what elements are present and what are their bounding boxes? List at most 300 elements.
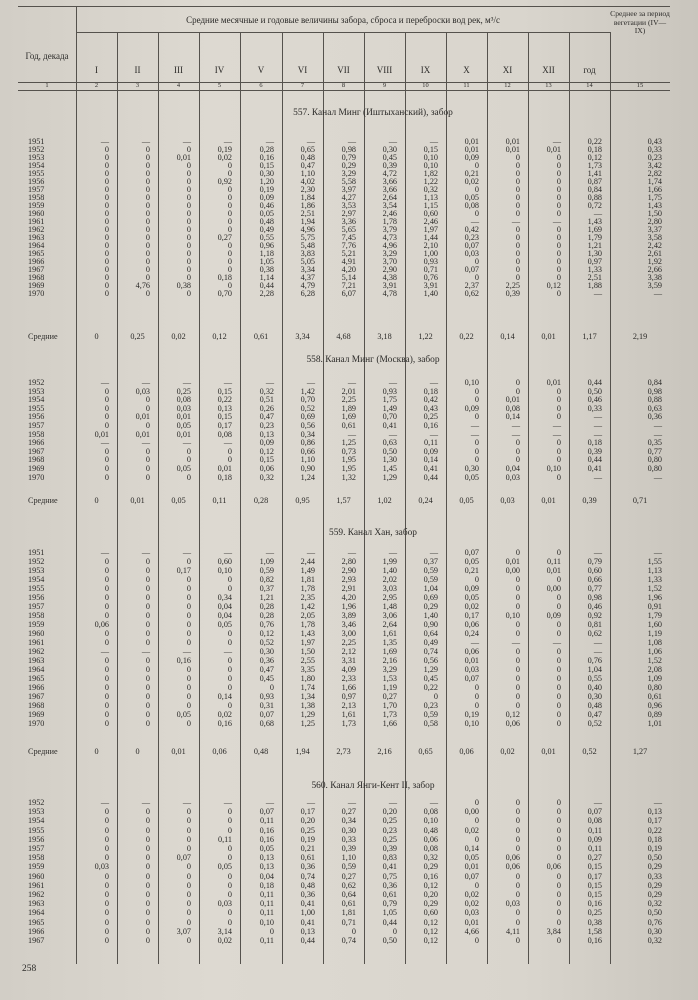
table-cell: 0: [145, 880, 150, 890]
table-cell: 0,59: [423, 710, 438, 719]
table-cell: 0: [186, 899, 191, 909]
column-number: 5: [217, 82, 222, 89]
table-cell: —: [141, 548, 150, 557]
table-cell: 0: [186, 185, 191, 194]
table-cell: —: [306, 137, 315, 146]
table-cell: 3,54: [382, 201, 397, 210]
table-cell: 0,44: [587, 378, 602, 387]
table-cell: 0,01: [464, 862, 479, 872]
year-label: 1962: [28, 647, 45, 656]
table-cell: 0,47: [259, 665, 274, 674]
table-cell: 0: [145, 899, 150, 909]
table-cell: 0,98: [647, 386, 662, 396]
year-label: 1968: [28, 455, 45, 465]
table-cell: 0: [556, 233, 561, 242]
table-cell: 0,13: [259, 429, 274, 439]
table-cell: 0,36: [300, 890, 315, 899]
table-cell: 0: [104, 719, 109, 728]
table-cell: 0,17: [217, 421, 232, 430]
column-number: 9: [382, 82, 387, 89]
table-cell: 0,87: [587, 177, 602, 186]
table-cell: 0: [556, 209, 561, 218]
table-cell: 5,48: [300, 241, 315, 250]
table-cell: 0,12: [587, 153, 602, 162]
table-cell: —: [141, 798, 150, 807]
table-cell: 0: [515, 378, 520, 387]
table-cell: 0: [556, 880, 561, 890]
table-cell: 0,44: [382, 917, 397, 927]
table-cell: 0,01: [505, 145, 520, 154]
table-cell: 0: [104, 557, 109, 566]
table-cell: 0: [104, 161, 109, 170]
table-cell: 0,32: [259, 472, 274, 482]
table-cell: 0: [227, 908, 232, 918]
table-cell: 0: [104, 177, 109, 186]
table-cell: 0: [104, 273, 109, 282]
table-cell: 0,07: [464, 265, 479, 274]
table-cell: 1,50: [300, 647, 315, 656]
table-cell: 0,27: [341, 807, 356, 817]
table-cell: 0: [186, 629, 191, 638]
table-cell: 0: [515, 701, 520, 710]
table-cell: 0: [145, 584, 150, 593]
table-cell: 0,16: [259, 825, 274, 835]
table-cell: 0: [104, 710, 109, 719]
table-cell: 0,29: [423, 602, 438, 611]
table-cell: —: [141, 647, 150, 656]
table-cell: 0: [104, 472, 109, 482]
table-cell: —: [182, 438, 191, 448]
table-cell: 0,05: [464, 193, 479, 202]
table-cell: 3,89: [341, 611, 356, 620]
table-cell: 0: [145, 153, 150, 162]
table-cell: 0: [186, 575, 191, 584]
table-cell: 1,08: [647, 638, 662, 647]
table-cell: 1,66: [341, 683, 356, 692]
average-cell: 0,02: [500, 747, 515, 756]
table-cell: 1,88: [587, 281, 602, 290]
table-cell: 0,80: [647, 464, 662, 473]
table-cell: 2,35: [300, 593, 315, 602]
table-cell: 0: [227, 584, 232, 593]
table-cell: —: [265, 137, 274, 146]
table-cell: 1,45: [382, 464, 397, 473]
table-cell: 0,30: [341, 825, 356, 835]
average-cell: 2,16: [377, 747, 392, 756]
table-cell: 3,34: [300, 265, 315, 274]
table-cell: —: [347, 137, 356, 146]
month-header: IV: [214, 65, 225, 75]
table-cell: 0: [145, 193, 150, 202]
average-cell: 0,02: [171, 332, 186, 341]
table-cell: 0,10: [464, 719, 479, 728]
table-cell: 0,33: [587, 403, 602, 413]
table-cell: 2,12: [341, 647, 356, 656]
table-cell: 0,16: [587, 899, 602, 909]
table-cell: 0: [145, 834, 150, 844]
table-cell: 0: [227, 455, 232, 465]
table-cell: 0,03: [94, 862, 109, 872]
table-cell: 0,79: [341, 153, 356, 162]
table-cell: —: [511, 638, 520, 647]
table-cell: —: [388, 137, 397, 146]
table-cell: 1,25: [300, 719, 315, 728]
table-cell: 0,30: [259, 647, 274, 656]
table-cell: 0,07: [259, 710, 274, 719]
table-cell: 0: [104, 834, 109, 844]
table-cell: 2,25: [505, 281, 520, 290]
table-cell: 0,19: [259, 185, 274, 194]
table-cell: 0: [145, 273, 150, 282]
table-cell: 0,03: [217, 899, 232, 909]
table-cell: 0,11: [587, 825, 602, 835]
table-cell: 0,16: [259, 834, 274, 844]
table-cell: 0: [515, 575, 520, 584]
table-cell: 0,18: [587, 438, 602, 448]
table-cell: 0,14: [423, 455, 438, 465]
table-cell: 0,39: [382, 844, 397, 853]
table-cell: 1,74: [647, 177, 662, 186]
table-cell: 0: [474, 412, 479, 422]
year-label: 1963: [28, 233, 45, 242]
table-cell: —: [429, 429, 438, 439]
table-cell: 0,50: [382, 936, 397, 945]
table-cell: —: [141, 378, 150, 387]
table-cell: 2,61: [647, 249, 662, 258]
table-cell: 0,39: [382, 161, 397, 170]
table-cell: 0,01: [135, 412, 150, 422]
table-cell: —: [653, 289, 662, 298]
table-cell: 0,81: [587, 620, 602, 629]
year-label: 1962: [28, 890, 45, 899]
table-cell: 0,27: [341, 871, 356, 881]
table-cell: 0: [145, 674, 150, 683]
table-cell: 0,22: [217, 395, 232, 405]
table-cell: 0: [145, 917, 150, 927]
table-cell: 0,00: [546, 584, 561, 593]
year-label: 1957: [28, 602, 45, 611]
table-cell: 0,27: [382, 692, 397, 701]
table-cell: 0,23: [647, 153, 662, 162]
table-cell: 0,20: [423, 890, 438, 899]
table-cell: 1,89: [341, 403, 356, 413]
table-cell: —: [593, 412, 602, 422]
table-cell: 0,34: [341, 816, 356, 826]
year-label: 1958: [28, 611, 45, 620]
year-label: 1958: [28, 193, 45, 202]
table-cell: 2,93: [341, 575, 356, 584]
table-cell: 0: [515, 153, 520, 162]
table-cell: 0,16: [423, 871, 438, 881]
table-cell: 0,29: [423, 899, 438, 909]
table-cell: 0,83: [382, 853, 397, 863]
table-cell: 0,47: [300, 161, 315, 170]
year-label: 1960: [28, 871, 45, 881]
table-cell: 0: [145, 472, 150, 482]
average-cell: 0,12: [212, 332, 227, 341]
average-label: Средние: [28, 747, 58, 756]
table-cell: 0,50: [382, 446, 397, 456]
table-cell: 3,37: [647, 225, 662, 234]
table-cell: 0: [104, 446, 109, 456]
table-cell: 0: [104, 395, 109, 405]
table-cell: 0,16: [217, 719, 232, 728]
table-cell: 1,80: [300, 674, 315, 683]
table-cell: 0: [104, 412, 109, 422]
average-cell: 0,11: [212, 496, 227, 505]
table-cell: —: [265, 798, 274, 807]
table-cell: 0,32: [423, 185, 438, 194]
table-cell: 0,11: [259, 899, 274, 909]
table-cell: 0,33: [341, 834, 356, 844]
table-cell: 0: [474, 692, 479, 701]
table-cell: 0: [556, 472, 561, 482]
table-cell: 4,72: [382, 169, 397, 178]
table-cell: 0,02: [464, 602, 479, 611]
table-cell: 0: [145, 575, 150, 584]
table-cell: 0,97: [587, 257, 602, 266]
table-cell: 2,95: [382, 593, 397, 602]
table-cell: 0: [186, 177, 191, 186]
table-cell: 0,05: [217, 862, 232, 872]
average-cell: 0,01: [541, 747, 556, 756]
table-cell: —: [223, 137, 232, 146]
table-cell: 0,05: [176, 464, 191, 473]
table-cell: 1,05: [382, 908, 397, 918]
table-cell: 0: [227, 225, 232, 234]
table-cell: 0: [556, 825, 561, 835]
table-cell: —: [593, 289, 602, 298]
table-cell: 0,02: [217, 710, 232, 719]
table-cell: 0: [104, 386, 109, 396]
average-cell: 0,95: [295, 496, 310, 505]
section-title: 559. Канал Хан, забор: [329, 528, 417, 538]
table-cell: 2,82: [647, 169, 662, 178]
table-cell: 0: [186, 871, 191, 881]
average-cell: 0,25: [130, 332, 145, 341]
table-cell: 0: [556, 153, 561, 162]
table-cell: 0,41: [382, 862, 397, 872]
table-cell: 0,46: [259, 201, 274, 210]
table-cell: 0: [227, 638, 232, 647]
table-cell: 0: [104, 217, 109, 226]
table-cell: 3,66: [382, 185, 397, 194]
table-cell: 0,92: [587, 611, 602, 620]
table-cell: 0: [145, 161, 150, 170]
table-cell: 0,89: [647, 710, 662, 719]
average-cell: 0,01: [171, 747, 186, 756]
table-cell: 0,11: [259, 890, 274, 899]
table-cell: 0: [186, 844, 191, 853]
table-cell: 0: [515, 908, 520, 918]
table-cell: 0: [515, 225, 520, 234]
table-cell: 1,43: [587, 217, 602, 226]
table-cell: 0,10: [423, 153, 438, 162]
table-cell: 1,38: [300, 701, 315, 710]
table-cell: 0: [556, 265, 561, 274]
table-cell: 5,21: [341, 249, 356, 258]
table-cell: 0: [145, 620, 150, 629]
table-cell: 0,07: [587, 807, 602, 817]
table-cell: 0: [145, 177, 150, 186]
table-cell: 3,42: [647, 161, 662, 170]
table-cell: —: [265, 378, 274, 387]
table-cell: 0: [145, 421, 150, 430]
table-cell: 3,83: [300, 249, 315, 258]
year-label: 1964: [28, 908, 45, 918]
table-cell: 0: [474, 161, 479, 170]
column-number: 3: [135, 82, 140, 89]
table-cell: 0: [556, 412, 561, 422]
average-cell: 1,22: [418, 332, 433, 341]
table-cell: 0,28: [259, 602, 274, 611]
table-cell: 1,41: [587, 169, 602, 178]
table-cell: 0,17: [300, 807, 315, 817]
table-cell: 0,22: [423, 683, 438, 692]
table-cell: 0: [145, 217, 150, 226]
table-cell: 0,32: [259, 386, 274, 396]
table-cell: 0,06: [259, 464, 274, 473]
table-cell: 0,32: [423, 853, 438, 863]
table-cell: 4,76: [135, 281, 150, 290]
year-label: 1960: [28, 629, 45, 638]
table-cell: 0: [515, 265, 520, 274]
table-cell: 0,26: [259, 403, 274, 413]
table-cell: 0: [104, 584, 109, 593]
table-cell: 0,18: [217, 472, 232, 482]
table-cell: 0: [186, 241, 191, 250]
table-cell: 0: [145, 241, 150, 250]
table-cell: 1,55: [647, 557, 662, 566]
table-cell: 0: [474, 683, 479, 692]
table-cell: 0,07: [464, 871, 479, 881]
table-cell: 0: [186, 602, 191, 611]
table-cell: 0: [145, 853, 150, 863]
table-cell: 0,02: [217, 936, 232, 945]
table-cell: 0,48: [259, 217, 274, 226]
table-cell: 0: [556, 446, 561, 456]
table-cell: 2,33: [341, 674, 356, 683]
month-header: V: [257, 65, 265, 75]
table-cell: 0,42: [423, 395, 438, 405]
table-cell: 1,04: [587, 665, 602, 674]
table-cell: 0: [227, 880, 232, 890]
table-cell: 0,19: [464, 710, 479, 719]
average-cell: 0: [94, 747, 99, 756]
year-label: 1957: [28, 844, 45, 853]
table-cell: 0,62: [464, 289, 479, 298]
table-cell: 0: [227, 807, 232, 817]
table-cell: 1,50: [647, 209, 662, 218]
table-top-rule: [18, 6, 670, 7]
table-cell: 0,17: [587, 871, 602, 881]
year-label: 1953: [28, 153, 45, 162]
year-label: 1952: [28, 557, 45, 566]
table-cell: 0,71: [341, 917, 356, 927]
table-cell: 0,77: [647, 446, 662, 456]
table-cell: 0,71: [423, 265, 438, 274]
table-cell: 0: [556, 593, 561, 602]
table-cell: 0,32: [647, 899, 662, 909]
table-cell: 0,01: [94, 429, 109, 439]
table-cell: 0,21: [300, 844, 315, 853]
table-cell: 1,79: [587, 233, 602, 242]
table-cell: 0: [186, 862, 191, 872]
table-cell: —: [552, 217, 561, 226]
table-cell: 0,29: [423, 862, 438, 872]
table-cell: 0,52: [300, 403, 315, 413]
table-cell: 0,48: [423, 825, 438, 835]
table-cell: 0: [145, 249, 150, 258]
table-cell: 0,31: [259, 701, 274, 710]
table-cell: 0: [474, 273, 479, 282]
average-cell: 1,57: [336, 496, 351, 505]
table-cell: 3,58: [647, 233, 662, 242]
table-cell: 0,29: [647, 890, 662, 899]
column-number: 11: [463, 82, 470, 89]
table-cell: 3,91: [423, 281, 438, 290]
table-cell: 0: [556, 257, 561, 266]
table-cell: 0,12: [259, 629, 274, 638]
table-cell: 0: [104, 611, 109, 620]
table-cell: 0,23: [382, 825, 397, 835]
table-cell: 0: [145, 611, 150, 620]
year-label: 1967: [28, 446, 45, 456]
table-cell: 0,20: [300, 816, 315, 826]
table-cell: 1,33: [587, 265, 602, 274]
table-cell: —: [593, 421, 602, 430]
table-cell: 1,04: [423, 584, 438, 593]
table-cell: 0: [515, 233, 520, 242]
table-cell: 0,48: [300, 153, 315, 162]
table-cell: —: [347, 548, 356, 557]
month-header: IX: [420, 65, 431, 75]
table-cell: —: [388, 429, 397, 439]
table-cell: 1,35: [382, 638, 397, 647]
table-cell: 0: [227, 209, 232, 218]
table-cell: 1,00: [423, 249, 438, 258]
table-cell: 0: [186, 880, 191, 890]
table-cell: 1,18: [259, 249, 274, 258]
table-cell: 1,73: [341, 719, 356, 728]
table-cell: 0,44: [423, 472, 438, 482]
table-cell: 0,75: [382, 871, 397, 881]
table-cell: 0: [515, 692, 520, 701]
table-cell: 0,06: [505, 719, 520, 728]
table-cell: 0,55: [259, 233, 274, 242]
table-cell: 0: [474, 834, 479, 844]
table-cell: 0,01: [546, 145, 561, 154]
table-cell: 0: [104, 602, 109, 611]
table-cell: 0,24: [464, 629, 479, 638]
table-cell: 0: [145, 185, 150, 194]
year-label: 1955: [28, 169, 45, 178]
table-cell: 0,76: [647, 917, 662, 927]
table-cell: 0,56: [300, 421, 315, 430]
table-cell: —: [223, 548, 232, 557]
table-cell: —: [593, 472, 602, 482]
year-label: 1969: [28, 710, 45, 719]
table-cell: 0: [556, 201, 561, 210]
table-cell: 1,25: [341, 438, 356, 448]
table-cell: 0: [104, 145, 109, 154]
table-cell: 0,11: [587, 844, 602, 853]
table-cell: 1,66: [382, 719, 397, 728]
table-cell: 0,17: [464, 611, 479, 620]
table-cell: 0,60: [423, 209, 438, 218]
average-cell: 0,01: [541, 496, 556, 505]
table-cell: 0: [556, 692, 561, 701]
